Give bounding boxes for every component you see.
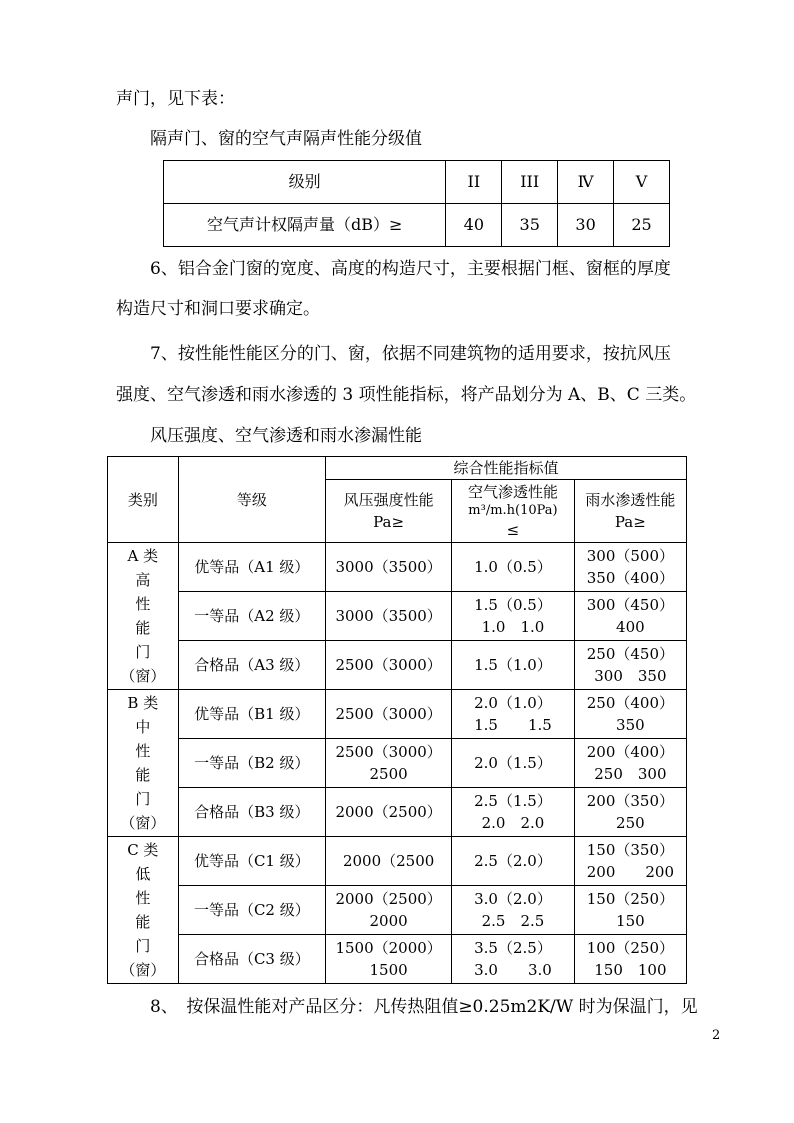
cell-line: 合格品（B3 级） xyxy=(194,803,310,821)
grade-cell xyxy=(178,592,325,641)
table-row xyxy=(108,935,687,984)
header-combined xyxy=(326,457,687,480)
cell-line: （窗） xyxy=(120,961,166,979)
table-row xyxy=(108,690,687,739)
grade-cell xyxy=(178,543,325,592)
cell-line: 能 xyxy=(135,913,151,931)
cell-line: 2500 xyxy=(369,765,408,783)
grade-cell xyxy=(178,641,325,690)
cell-line: 2.5（1.5） xyxy=(474,792,552,810)
cell-line: 250 300 xyxy=(594,765,667,783)
cell-line: 250（400） xyxy=(586,694,674,712)
cell-line: 门 xyxy=(135,937,151,955)
cell-line: 1.0（0.5） xyxy=(474,558,552,576)
header-air xyxy=(452,480,575,543)
table1-caption: 隔声门、窗的空气声隔声性能分级值 xyxy=(150,129,422,149)
rain-cell xyxy=(574,690,686,739)
air-cell xyxy=(452,837,575,886)
grade-cell xyxy=(178,886,325,935)
air-cell xyxy=(452,935,575,984)
air-cell xyxy=(452,543,575,592)
category-cell xyxy=(108,543,179,690)
paragraph-8: 8、 按保温性能对产品区分：凡传热阻值≥0.25m2K/W 时为保温门，见 xyxy=(150,997,698,1017)
paragraph-7-line1: 7、按性能性能区分的门、窗，依据不同建筑物的适用要求，按抗风压 xyxy=(150,344,671,364)
cell-line: 2000（2500） xyxy=(335,890,442,908)
header-category xyxy=(108,457,179,543)
cell-line: m³/m.h(10Pa) xyxy=(468,503,558,518)
cell-line: 250（450） xyxy=(586,645,674,663)
grade-cell xyxy=(178,739,325,788)
cell-line: 2500（3000） xyxy=(335,705,442,723)
table-cell: 空气声计权隔声量（dB）≥ xyxy=(164,204,446,247)
table-row xyxy=(108,641,687,690)
table-row xyxy=(108,592,687,641)
table-cell: 级别 xyxy=(164,161,446,204)
paragraph-0: 声门，见下表： xyxy=(116,89,235,109)
cell-line: 一等品（C2 级） xyxy=(193,901,310,919)
cell-line: 1500 xyxy=(369,961,408,979)
cell-line: 风压强度性能 xyxy=(343,491,434,509)
table-cell: V xyxy=(614,161,670,204)
grade-cell xyxy=(178,690,325,739)
cell-line: Pa≥ xyxy=(373,513,405,531)
table-header-row xyxy=(108,457,687,480)
grade-cell xyxy=(178,837,325,886)
cell-line: 能 xyxy=(135,619,151,637)
cell-line: 2500（3000） xyxy=(335,743,442,761)
cell-line: 一等品（B2 级） xyxy=(194,754,310,772)
air-cell xyxy=(452,592,575,641)
header-wind xyxy=(326,480,452,543)
grade-cell xyxy=(178,935,325,984)
cell-line: （窗） xyxy=(120,667,166,685)
cell-line: 低 xyxy=(135,865,151,883)
header-rain xyxy=(574,480,686,543)
cell-line: 能 xyxy=(135,766,151,784)
cell-line: 2.5 2.5 xyxy=(481,912,545,930)
performance-table xyxy=(107,456,687,984)
cell-line: 350 xyxy=(616,716,645,734)
cell-line: 2.0 2.0 xyxy=(481,814,545,832)
cell-line: 雨水渗透性能 xyxy=(585,491,676,509)
cell-line: A 类 xyxy=(127,547,159,565)
cell-line: 200（400） xyxy=(586,743,674,761)
paragraph-6-line2: 构造尺寸和洞口要求确定。 xyxy=(116,299,320,319)
rain-cell xyxy=(574,543,686,592)
wind-cell xyxy=(326,641,452,690)
cell-line: 优等品（B1 级） xyxy=(194,705,310,723)
table-row xyxy=(108,886,687,935)
cell-line: 优等品（A1 级） xyxy=(194,558,310,576)
table-cell: III xyxy=(502,161,558,204)
cell-line: Pa≥ xyxy=(614,513,646,531)
cell-line: 300（500） xyxy=(586,547,674,565)
cell-line: 150（350） xyxy=(586,841,674,859)
cell-line: 合格品（C3 级） xyxy=(193,950,310,968)
table-row xyxy=(108,837,687,886)
rain-cell xyxy=(574,641,686,690)
air-cell xyxy=(452,690,575,739)
table-cell: Ⅳ xyxy=(558,161,614,204)
cell-line: 门 xyxy=(135,643,151,661)
table-cell: 40 xyxy=(446,204,502,247)
cell-line: 350（400） xyxy=(586,569,674,587)
cell-line: 1.5（0.5） xyxy=(474,596,552,614)
wind-cell xyxy=(326,739,452,788)
wind-cell xyxy=(326,788,452,837)
rain-cell xyxy=(574,739,686,788)
table-cell: 35 xyxy=(502,204,558,247)
cell-line: 2.5（2.0） xyxy=(474,852,552,870)
cell-line: 200 200 xyxy=(586,863,674,881)
cell-line: B 类 xyxy=(127,694,159,712)
cell-line: 1.5 1.5 xyxy=(474,716,552,734)
table-row xyxy=(108,543,687,592)
cell-line: 中 xyxy=(135,718,151,736)
cell-line: 3000（3500） xyxy=(335,607,442,625)
cell-line: 1.5（1.0） xyxy=(474,656,552,674)
category-cell xyxy=(108,690,179,837)
air-cell xyxy=(452,788,575,837)
table-row xyxy=(108,788,687,837)
cell-line: 2.0（1.5） xyxy=(474,754,552,772)
page-number: 2 xyxy=(712,1028,721,1043)
rain-cell xyxy=(574,788,686,837)
cell-line: 3000（3500） xyxy=(335,558,442,576)
cell-line: 1500（2000） xyxy=(335,939,442,957)
grade-cell xyxy=(178,788,325,837)
cell-line: 性 xyxy=(135,595,151,613)
cell-line: 150 100 xyxy=(594,961,667,979)
cell-line: 150 xyxy=(616,912,645,930)
cell-line: 150（250） xyxy=(586,890,674,908)
cell-line: 一等品（A2 级） xyxy=(194,607,310,625)
cell-line: 2500（3000） xyxy=(335,656,442,674)
cell-line: 200（350） xyxy=(586,792,674,810)
cell-line: （窗） xyxy=(120,814,166,832)
cell-line: 400 xyxy=(616,618,645,636)
cell-line: ≤ xyxy=(506,521,520,539)
wind-cell xyxy=(326,592,452,641)
table2-caption: 风压强度、空气渗透和雨水渗漏性能 xyxy=(150,426,422,446)
cell-line: 2000 xyxy=(369,912,408,930)
cell-line: 类别 xyxy=(127,490,158,509)
cell-line: 等级 xyxy=(236,490,267,509)
cell-line: 优等品（C1 级） xyxy=(193,852,310,870)
cell-line: 3.0（2.0） xyxy=(474,890,552,908)
air-cell xyxy=(452,739,575,788)
table-row xyxy=(164,161,670,204)
cell-line: C 类 xyxy=(127,841,159,859)
rain-cell xyxy=(574,592,686,641)
cell-line: 合格品（A3 级） xyxy=(194,656,310,674)
cell-line: 高 xyxy=(135,571,151,589)
table-row xyxy=(108,739,687,788)
air-cell xyxy=(452,641,575,690)
table-cell: 25 xyxy=(614,204,670,247)
wind-cell xyxy=(326,837,452,886)
wind-cell xyxy=(326,543,452,592)
category-cell xyxy=(108,837,179,984)
cell-line: 性 xyxy=(135,889,151,907)
cell-line: 性 xyxy=(135,742,151,760)
air-cell xyxy=(452,886,575,935)
table-cell: 30 xyxy=(558,204,614,247)
cell-line: 门 xyxy=(135,790,151,808)
cell-line: 100（250） xyxy=(586,939,674,957)
cell-line: 250 xyxy=(616,814,645,832)
cell-line: 空气渗透性能 xyxy=(467,483,558,501)
cell-line: 2000（2500） xyxy=(335,803,442,821)
rain-cell xyxy=(574,886,686,935)
cell-line: 综合性能指标值 xyxy=(453,459,559,477)
cell-line: 2.0（1.0） xyxy=(474,694,552,712)
cell-line: 3.0 3.0 xyxy=(474,961,552,979)
paragraph-6-line1: 6、铝合金门窗的宽度、高度的构造尺寸，主要根据门框、窗框的厚度 xyxy=(150,259,671,279)
wind-cell xyxy=(326,935,452,984)
rain-cell xyxy=(574,935,686,984)
header-grade xyxy=(178,457,325,543)
wind-cell xyxy=(326,886,452,935)
table-cell: II xyxy=(446,161,502,204)
cell-line: 2000（2500 xyxy=(342,852,435,870)
table-row xyxy=(164,204,670,247)
cell-line: 300（450） xyxy=(586,596,674,614)
paragraph-7-line2: 强度、空气渗透和雨水渗透的 3 项性能指标，将产品划分为 A、B、C 三类。 xyxy=(116,385,697,405)
wind-cell xyxy=(326,690,452,739)
rain-cell xyxy=(574,837,686,886)
cell-line: 1.0 1.0 xyxy=(481,618,545,636)
cell-line: 3.5（2.5） xyxy=(474,939,552,957)
cell-line: 300 350 xyxy=(594,667,667,685)
sound-insulation-table xyxy=(163,160,670,247)
